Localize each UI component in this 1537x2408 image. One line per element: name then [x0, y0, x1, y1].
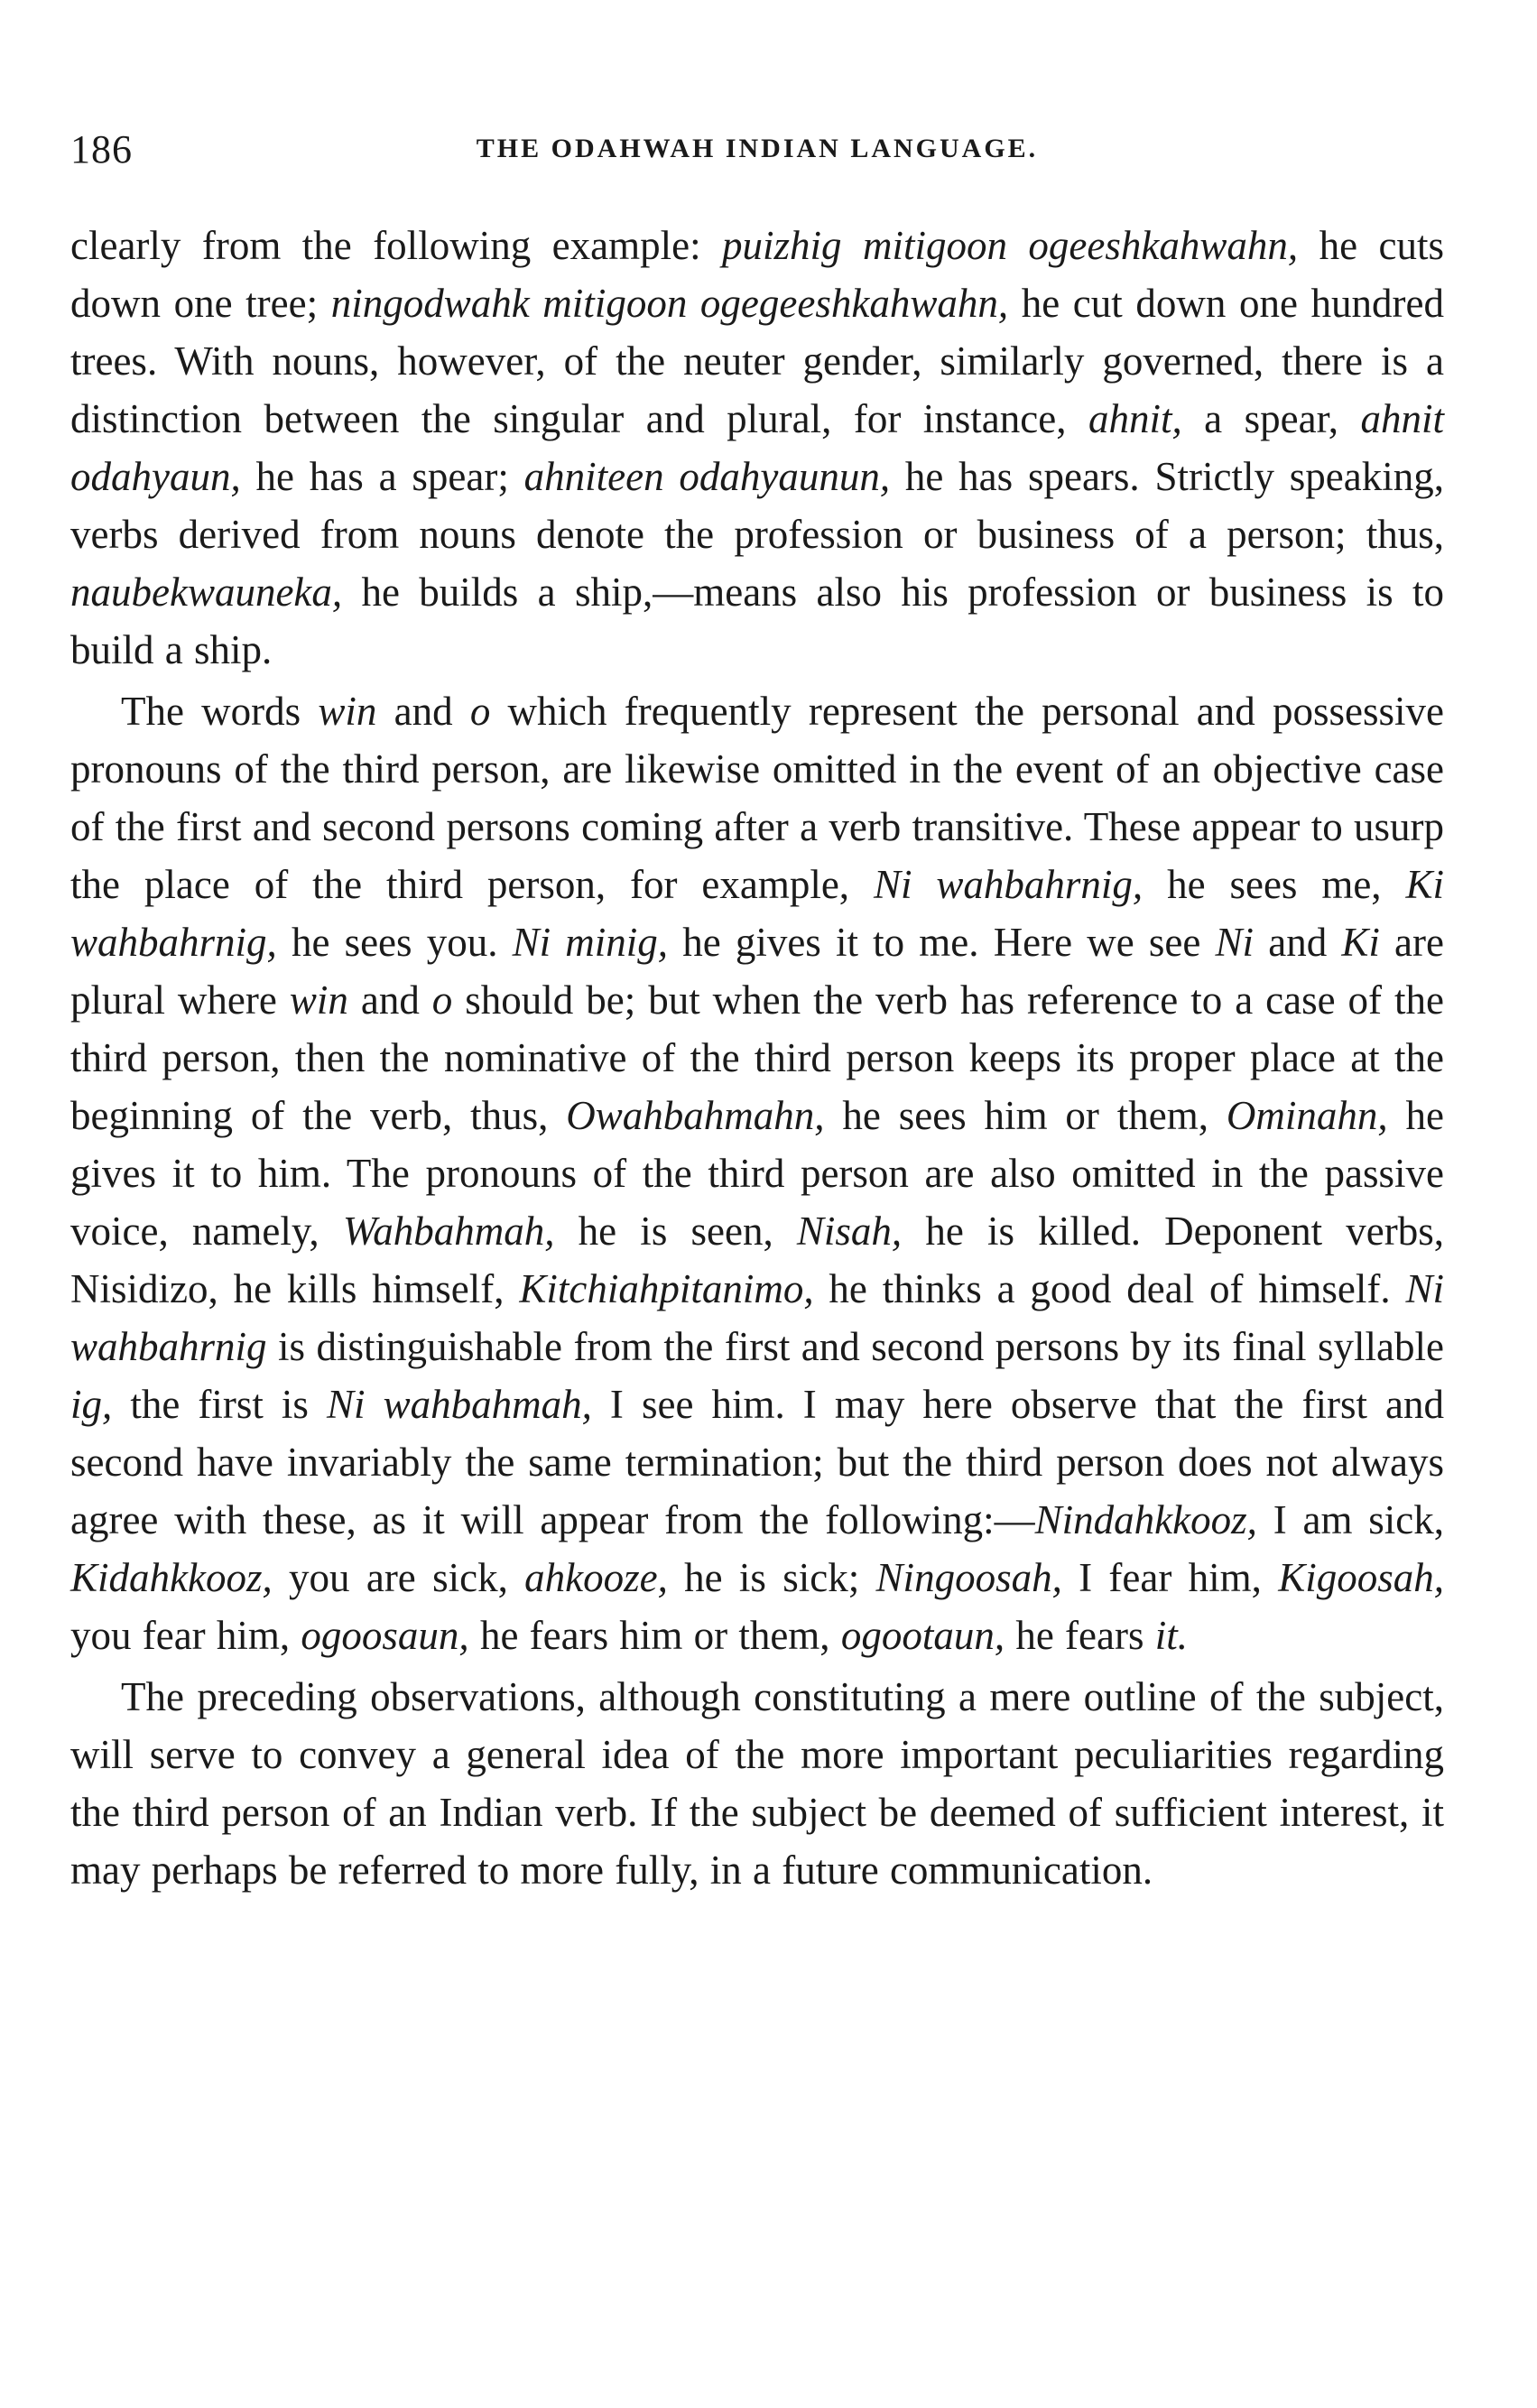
text-run: which frequently represent the personal and possessive pronouns of the third person, are likewise omitted in the event of an objective case of the first and second persons coming after a verb transitive. These appear to usurp the place of the third person, for example,	[70, 689, 1444, 907]
page-header	[70, 126, 1444, 190]
italic-term: o	[469, 689, 491, 734]
text-run: he cuts down one tree;	[70, 223, 1444, 326]
italic-term: ahniteen odahyaunun,	[523, 454, 891, 499]
italic-term: win	[318, 689, 377, 734]
italic-term: ogoosaun,	[301, 1613, 469, 1658]
italic-term: Ki wahbahrnig,	[70, 862, 1444, 965]
text-run: should be; but when the verb has reference to a case of the third person, then the nominative of the third person keeps its proper place at the beginning of the verb, thus,	[70, 977, 1444, 1138]
text-run: is distinguishable from the first and second persons by its final syllable	[266, 1324, 1444, 1369]
text-run: I fear him,	[1061, 1555, 1279, 1600]
text-run: and	[347, 977, 432, 1023]
italic-term: Ni	[1215, 920, 1255, 965]
text-run: he cut down one hundred trees. With nouns, however, of the neuter gender, similarly governed, there is a distinction between the singular and plural, for instance,	[70, 281, 1444, 441]
paragraph-2	[70, 682, 1444, 1664]
text-run: are plural where	[70, 920, 1444, 1023]
italic-term: ahkooze,	[524, 1555, 668, 1600]
text-run: I see him. I may here observe that the first and second have invariably the same termination; but the third person does not always agree with these, as it will appear from the following:—	[70, 1382, 1444, 1542]
text-run: he sees you.	[276, 920, 513, 965]
text-run: I am sick,	[1256, 1497, 1444, 1542]
text-run: he fears	[1005, 1613, 1155, 1658]
running-title: THE ODAHWAH INDIAN LANGUAGE.	[476, 134, 1039, 163]
italic-term: ogootaun,	[840, 1613, 1005, 1658]
text-run: he is seen,	[554, 1209, 797, 1254]
text-run: the first is	[112, 1382, 327, 1427]
text-run: clearly from the following example:	[70, 223, 723, 268]
text-run: he sees me,	[1143, 862, 1406, 907]
italic-term: Ki	[1341, 920, 1380, 965]
italic-term: Nisah,	[796, 1209, 903, 1254]
text-run: he has spears. Strictly speaking, verbs derived from nouns denote the profession or business of a person; thus,	[70, 454, 1444, 557]
italic-term: Ni wahbahmah,	[327, 1382, 592, 1427]
italic-term: Kigoosah,	[1278, 1555, 1444, 1600]
text-run: he has a spear;	[240, 454, 524, 499]
text-run: he builds a ship,—means also his profession or business is to build a ship.	[70, 570, 1444, 672]
italic-term: Ni minig,	[512, 920, 669, 965]
text-run: and	[1254, 920, 1342, 965]
text-run: and	[376, 689, 470, 734]
text-run: he is killed. Deponent verbs, Nisidizo, he kills himself,	[70, 1209, 1444, 1311]
italic-term: Owahbahmahn,	[566, 1093, 825, 1138]
text-run: The words	[121, 689, 319, 734]
italic-term: Ominahn,	[1226, 1093, 1388, 1138]
book-page	[70, 126, 1444, 1899]
italic-term: Wahbahmah,	[342, 1209, 555, 1254]
text-run: you are sick,	[272, 1555, 525, 1600]
text-run: you fear him,	[70, 1613, 301, 1658]
italic-term: Nindahkkooz,	[1034, 1497, 1257, 1542]
italic-term: ig,	[70, 1382, 113, 1427]
italic-term: Kidahkkooz,	[70, 1555, 273, 1600]
text-run: he is sick;	[667, 1555, 876, 1600]
italic-term: Ningoosah,	[875, 1555, 1062, 1600]
page-number: 186	[70, 127, 133, 171]
italic-term: win	[289, 977, 348, 1023]
italic-term: o	[431, 977, 453, 1023]
text-run: he thinks a good deal of himself.	[813, 1266, 1406, 1311]
paragraph-1	[70, 217, 1444, 679]
text-run: The preceding observations, although constituting a mere outline of the subject, will serve to convey a general idea of the more important peculiarities regarding the third person of an Indian verb. If the subject be deemed of sufficient interest, it may perhaps be referred to more fully, in a future communication.	[70, 1674, 1444, 1893]
text-run: he gives it to him. The pronouns of the third person are also omitted in the passive voice, namely,	[70, 1093, 1444, 1254]
paragraph-3	[70, 1668, 1444, 1899]
italic-term: Kitchiahpitanimo,	[519, 1266, 814, 1311]
text-run: a spear,	[1181, 396, 1361, 441]
italic-term: ahnit odahyaun,	[70, 396, 1444, 499]
text-run: he fears him or them,	[468, 1613, 841, 1658]
italic-term: it.	[1154, 1613, 1188, 1658]
body-text	[70, 217, 1444, 1899]
italic-term: puizhig mitigoon ogeeshkahwahn,	[722, 223, 1299, 268]
italic-term: ningodwahk mitigoon ogegeeshkahwahn,	[330, 281, 1009, 326]
italic-term: naubekwauneka,	[70, 570, 343, 615]
text-run: he sees him or them,	[824, 1093, 1227, 1138]
italic-term: Ni wahbahrnig	[70, 1266, 1444, 1369]
text-run: he gives it to me. Here we see	[668, 920, 1216, 965]
italic-term: Ni wahbahrnig,	[873, 862, 1143, 907]
italic-term: ahnit,	[1088, 396, 1182, 441]
